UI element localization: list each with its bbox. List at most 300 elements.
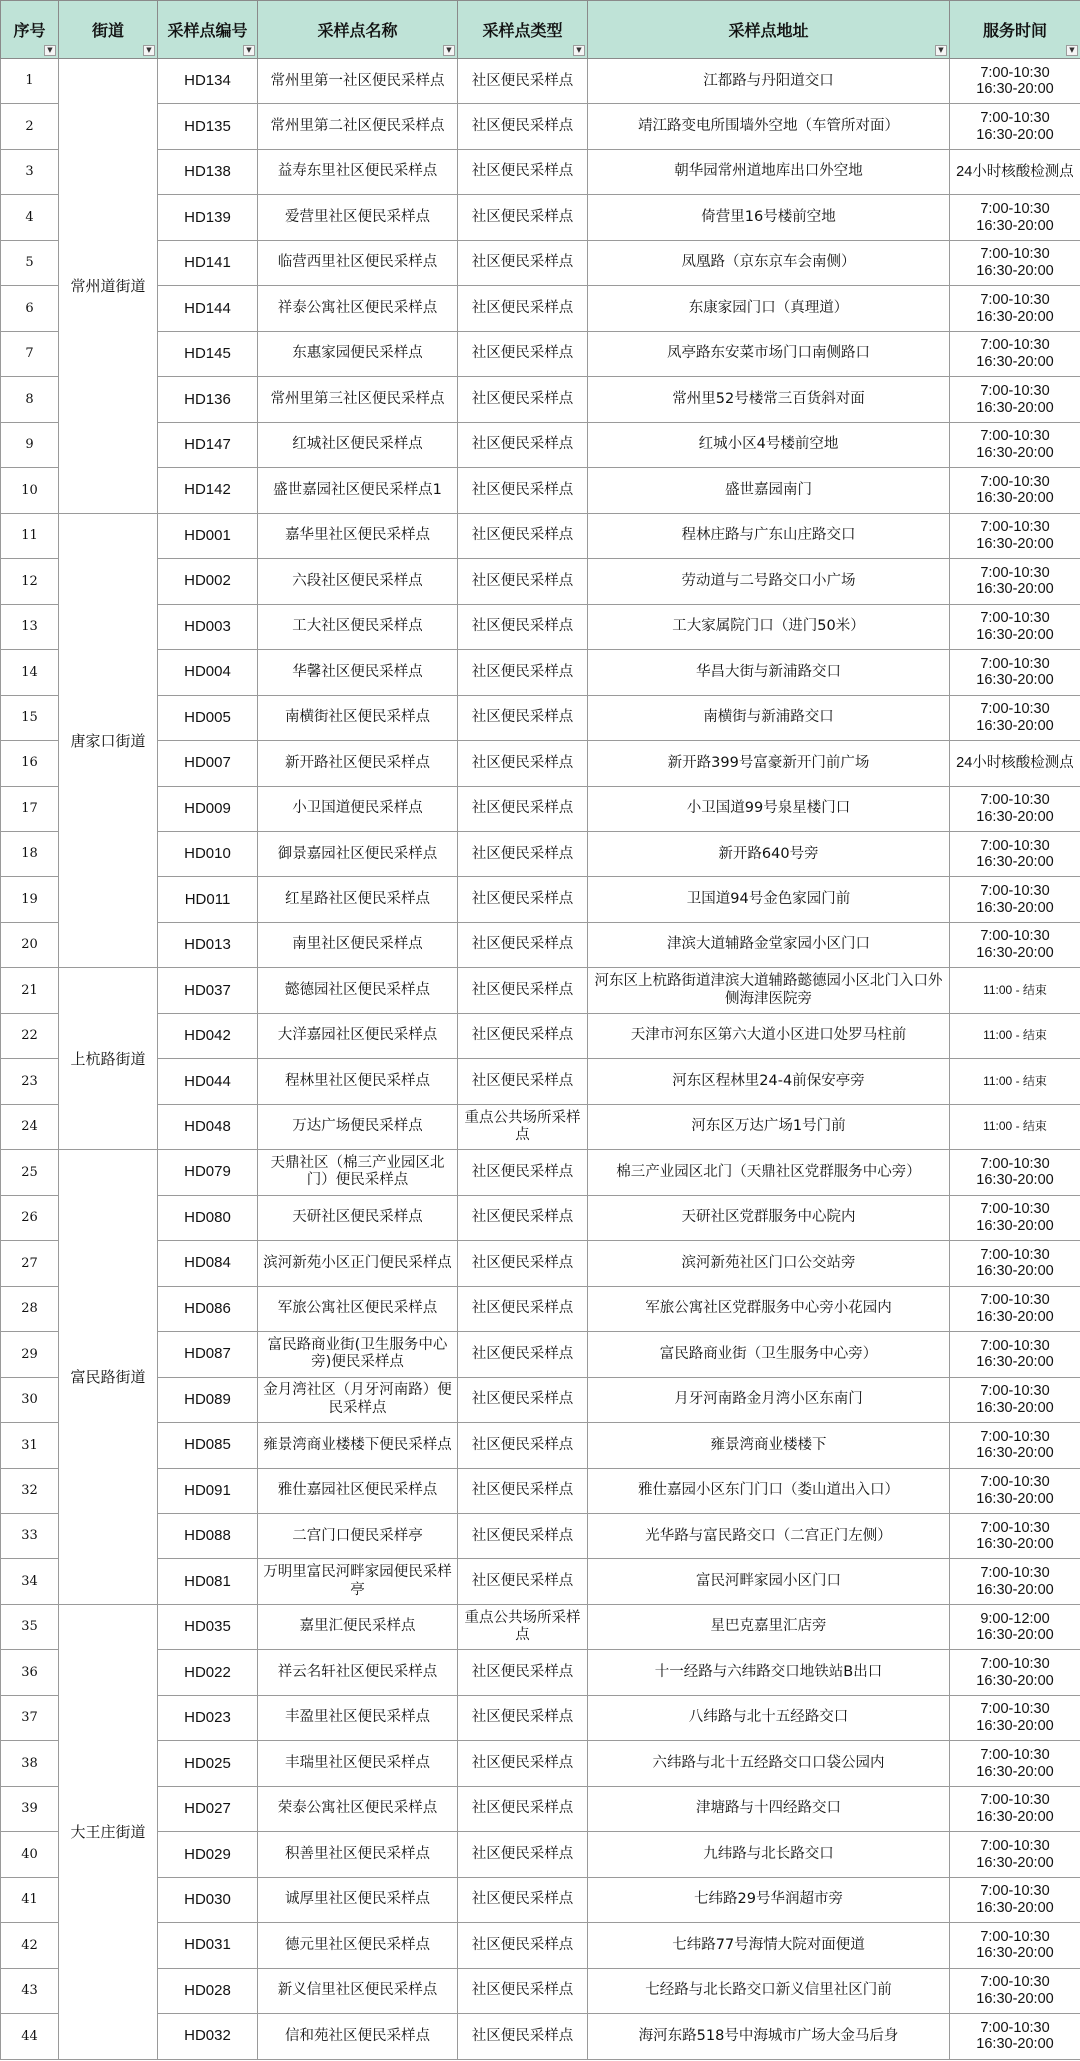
site-name: 华馨社区便民采样点 xyxy=(258,650,458,695)
site-name: 天研社区便民采样点 xyxy=(258,1195,458,1240)
site-address: 十一经路与六纬路交口地铁站B出口 xyxy=(588,1650,950,1695)
row-index: 5 xyxy=(1,240,59,285)
service-time: 7:00-10:30 16:30-20:00 xyxy=(950,1923,1080,1968)
site-code: HD005 xyxy=(158,695,258,740)
service-time: 7:00-10:30 16:30-20:00 xyxy=(950,1468,1080,1513)
filter-dropdown-icon[interactable]: ▼ xyxy=(935,45,947,56)
table-row xyxy=(1,1968,1080,2013)
table-row xyxy=(1,1013,1080,1058)
table-row xyxy=(1,1832,1080,1877)
row-index: 7 xyxy=(1,331,59,376)
row-index: 12 xyxy=(1,559,59,604)
site-address: 光华路与富民路交口（二宫正门左侧） xyxy=(588,1514,950,1559)
site-type: 社区便民采样点 xyxy=(458,604,588,649)
table-row xyxy=(1,786,1080,831)
site-name: 诚厚里社区便民采样点 xyxy=(258,1877,458,1922)
site-type: 社区便民采样点 xyxy=(458,1877,588,1922)
site-address: 程林庄路与广东山庄路交口 xyxy=(588,513,950,558)
site-name: 大洋嘉园社区便民采样点 xyxy=(258,1013,458,1058)
site-address: 凤凰路（京东京车会南侧） xyxy=(588,240,950,285)
site-code: HD138 xyxy=(158,149,258,194)
site-name: 工大社区便民采样点 xyxy=(258,604,458,649)
filter-dropdown-icon[interactable]: ▼ xyxy=(143,45,155,56)
table-row xyxy=(1,1150,1080,1195)
site-address: 朝华园常州道地库出口外空地 xyxy=(588,149,950,194)
row-index: 29 xyxy=(1,1332,59,1377)
header-label: 采样点编号 xyxy=(167,21,248,40)
table-row xyxy=(1,1286,1080,1331)
site-type: 重点公共场所采样点 xyxy=(458,1604,588,1649)
service-time: 7:00-10:30 16:30-20:00 xyxy=(950,786,1080,831)
site-name: 嘉华里社区便民采样点 xyxy=(258,513,458,558)
service-time: 7:00-10:30 16:30-20:00 xyxy=(950,104,1080,149)
service-time: 7:00-10:30 16:30-20:00 xyxy=(950,422,1080,467)
table-row xyxy=(1,195,1080,240)
service-time: 7:00-10:30 16:30-20:00 xyxy=(950,1286,1080,1331)
site-address: 新开路640号旁 xyxy=(588,831,950,876)
site-type: 社区便民采样点 xyxy=(458,1514,588,1559)
site-address: 星巴克嘉里汇店旁 xyxy=(588,1604,950,1649)
row-index: 41 xyxy=(1,1877,59,1922)
site-name: 六段社区便民采样点 xyxy=(258,559,458,604)
service-time: 7:00-10:30 16:30-20:00 xyxy=(950,1332,1080,1377)
table-row xyxy=(1,104,1080,149)
table-row xyxy=(1,741,1080,786)
site-name: 南横街社区便民采样点 xyxy=(258,695,458,740)
site-address: 八纬路与北十五经路交口 xyxy=(588,1695,950,1740)
row-index: 32 xyxy=(1,1468,59,1513)
row-index: 37 xyxy=(1,1695,59,1740)
site-type: 社区便民采样点 xyxy=(458,1786,588,1831)
street-cell: 常州道街道 xyxy=(59,59,158,514)
row-index: 33 xyxy=(1,1514,59,1559)
col-header-service-time xyxy=(950,1,1080,59)
site-name: 滨河新苑小区正门便民采样点 xyxy=(258,1241,458,1286)
street-cell: 上杭路街道 xyxy=(59,968,158,1150)
site-name: 新开路社区便民采样点 xyxy=(258,741,458,786)
site-address: 雅仕嘉园小区东门门口（娄山道出入口） xyxy=(588,1468,950,1513)
site-code: HD023 xyxy=(158,1695,258,1740)
site-type: 社区便民采样点 xyxy=(458,1332,588,1377)
site-type: 社区便民采样点 xyxy=(458,1241,588,1286)
table-row xyxy=(1,1604,1080,1649)
filter-dropdown-icon[interactable]: ▼ xyxy=(243,45,255,56)
site-type: 社区便民采样点 xyxy=(458,59,588,104)
site-type: 社区便民采样点 xyxy=(458,286,588,331)
header-row xyxy=(1,1,1080,59)
site-code: HD144 xyxy=(158,286,258,331)
row-index: 16 xyxy=(1,741,59,786)
row-index: 28 xyxy=(1,1286,59,1331)
filter-dropdown-icon[interactable]: ▼ xyxy=(44,45,56,56)
site-address: 河东区万达广场1号门前 xyxy=(588,1104,950,1149)
site-type: 社区便民采样点 xyxy=(458,1968,588,2013)
site-type: 社区便民采样点 xyxy=(458,968,588,1013)
row-index: 18 xyxy=(1,831,59,876)
site-type: 社区便民采样点 xyxy=(458,559,588,604)
table-row xyxy=(1,286,1080,331)
row-index: 22 xyxy=(1,1013,59,1058)
site-name: 祥云名轩社区便民采样点 xyxy=(258,1650,458,1695)
table-row xyxy=(1,1332,1080,1377)
site-name: 祥泰公寓社区便民采样点 xyxy=(258,286,458,331)
site-address: 劳动道与二号路交口小广场 xyxy=(588,559,950,604)
site-code: HD085 xyxy=(158,1423,258,1468)
site-code: HD022 xyxy=(158,1650,258,1695)
table-row xyxy=(1,1514,1080,1559)
site-name: 南里社区便民采样点 xyxy=(258,922,458,967)
site-name: 金月湾社区（月牙河南路）便民采样点 xyxy=(258,1377,458,1422)
table-body xyxy=(1,59,1080,2060)
site-type: 社区便民采样点 xyxy=(458,1423,588,1468)
site-address: 华昌大街与新浦路交口 xyxy=(588,650,950,695)
site-code: HD030 xyxy=(158,1877,258,1922)
site-name: 懿德园社区便民采样点 xyxy=(258,968,458,1013)
site-type: 社区便民采样点 xyxy=(458,1377,588,1422)
site-address: 七纬路77号海情大院对面便道 xyxy=(588,1923,950,1968)
row-index: 2 xyxy=(1,104,59,149)
row-index: 17 xyxy=(1,786,59,831)
service-time: 7:00-10:30 16:30-20:00 xyxy=(950,2014,1080,2059)
service-time: 7:00-10:30 16:30-20:00 xyxy=(950,240,1080,285)
site-name: 爱营里社区便民采样点 xyxy=(258,195,458,240)
table-row xyxy=(1,1877,1080,1922)
site-code: HD029 xyxy=(158,1832,258,1877)
site-type: 社区便民采样点 xyxy=(458,422,588,467)
site-name: 德元里社区便民采样点 xyxy=(258,1923,458,1968)
site-code: HD080 xyxy=(158,1195,258,1240)
site-name: 益寿东里社区便民采样点 xyxy=(258,149,458,194)
row-index: 43 xyxy=(1,1968,59,2013)
filter-dropdown-icon[interactable]: ▼ xyxy=(443,45,455,56)
site-name: 丰瑞里社区便民采样点 xyxy=(258,1741,458,1786)
site-address: 富民路商业街（卫生服务中心旁） xyxy=(588,1332,950,1377)
row-index: 30 xyxy=(1,1377,59,1422)
street-cell: 大王庄街道 xyxy=(59,1604,158,2059)
site-address: 棉三产业园区北门（天鼎社区党群服务中心旁） xyxy=(588,1150,950,1195)
row-index: 39 xyxy=(1,1786,59,1831)
table-row xyxy=(1,468,1080,513)
site-name: 红星路社区便民采样点 xyxy=(258,877,458,922)
table-row xyxy=(1,1059,1080,1104)
site-address: 新开路399号富豪新开门前广场 xyxy=(588,741,950,786)
service-time: 7:00-10:30 16:30-20:00 xyxy=(950,1559,1080,1604)
service-time: 24小时核酸检测点 xyxy=(950,741,1080,786)
site-name: 御景嘉园社区便民采样点 xyxy=(258,831,458,876)
site-code: HD087 xyxy=(158,1332,258,1377)
site-address: 富民河畔家园小区门口 xyxy=(588,1559,950,1604)
row-index: 8 xyxy=(1,377,59,422)
site-code: HD136 xyxy=(158,377,258,422)
site-code: HD048 xyxy=(158,1104,258,1149)
site-type: 社区便民采样点 xyxy=(458,2014,588,2059)
site-code: HD044 xyxy=(158,1059,258,1104)
site-type: 社区便民采样点 xyxy=(458,1923,588,1968)
service-time: 7:00-10:30 16:30-20:00 xyxy=(950,1423,1080,1468)
row-index: 13 xyxy=(1,604,59,649)
table-row xyxy=(1,422,1080,467)
site-address: 九纬路与北长路交口 xyxy=(588,1832,950,1877)
site-code: HD025 xyxy=(158,1741,258,1786)
row-index: 9 xyxy=(1,422,59,467)
site-name: 临营西里社区便民采样点 xyxy=(258,240,458,285)
site-address: 天研社区党群服务中心院内 xyxy=(588,1195,950,1240)
site-type: 社区便民采样点 xyxy=(458,104,588,149)
site-type: 重点公共场所采样点 xyxy=(458,1104,588,1149)
table-row xyxy=(1,1104,1080,1149)
site-code: HD027 xyxy=(158,1786,258,1831)
row-index: 44 xyxy=(1,2014,59,2059)
table-row xyxy=(1,59,1080,104)
table-row xyxy=(1,1786,1080,1831)
site-type: 社区便民采样点 xyxy=(458,468,588,513)
site-address: 天津市河东区第六大道小区进口处罗马柱前 xyxy=(588,1013,950,1058)
site-code: HD145 xyxy=(158,331,258,376)
col-header-name xyxy=(258,1,458,59)
service-time: 7:00-10:30 16:30-20:00 xyxy=(950,1832,1080,1877)
site-name: 万达广场便民采样点 xyxy=(258,1104,458,1149)
site-type: 社区便民采样点 xyxy=(458,377,588,422)
service-time: 24小时核酸检测点 xyxy=(950,149,1080,194)
row-index: 6 xyxy=(1,286,59,331)
site-type: 社区便民采样点 xyxy=(458,331,588,376)
header-label: 服务时间 xyxy=(982,21,1047,40)
site-code: HD004 xyxy=(158,650,258,695)
table-row xyxy=(1,1695,1080,1740)
service-time: 7:00-10:30 16:30-20:00 xyxy=(950,377,1080,422)
site-type: 社区便民采样点 xyxy=(458,1150,588,1195)
service-time: 7:00-10:30 16:30-20:00 xyxy=(950,1741,1080,1786)
street-cell: 唐家口街道 xyxy=(59,513,158,968)
street-cell: 富民路街道 xyxy=(59,1150,158,1605)
service-time: 7:00-10:30 16:30-20:00 xyxy=(950,1968,1080,2013)
site-address: 江都路与丹阳道交口 xyxy=(588,59,950,104)
site-name: 雅仕嘉园社区便民采样点 xyxy=(258,1468,458,1513)
site-name: 积善里社区便民采样点 xyxy=(258,1832,458,1877)
site-name: 万明里富民河畔家园便民采样亭 xyxy=(258,1559,458,1604)
row-index: 26 xyxy=(1,1195,59,1240)
site-address: 常州里52号楼常三百货斜对面 xyxy=(588,377,950,422)
table-row xyxy=(1,604,1080,649)
site-name: 丰盈里社区便民采样点 xyxy=(258,1695,458,1740)
site-name: 常州里第一社区便民采样点 xyxy=(258,59,458,104)
site-name: 嘉里汇便民采样点 xyxy=(258,1604,458,1649)
service-time: 7:00-10:30 16:30-20:00 xyxy=(950,59,1080,104)
row-index: 38 xyxy=(1,1741,59,1786)
site-code: HD028 xyxy=(158,1968,258,2013)
site-address: 月牙河南路金月湾小区东南门 xyxy=(588,1377,950,1422)
site-address: 卫国道94号金色家园门前 xyxy=(588,877,950,922)
site-type: 社区便民采样点 xyxy=(458,149,588,194)
table-row xyxy=(1,1923,1080,1968)
site-code: HD135 xyxy=(158,104,258,149)
site-name: 军旅公寓社区便民采样点 xyxy=(258,1286,458,1331)
site-type: 社区便民采样点 xyxy=(458,1059,588,1104)
site-code: HD088 xyxy=(158,1514,258,1559)
table-row xyxy=(1,513,1080,558)
site-code: HD032 xyxy=(158,2014,258,2059)
site-name: 信和苑社区便民采样点 xyxy=(258,2014,458,2059)
table-row xyxy=(1,695,1080,740)
table-row xyxy=(1,1241,1080,1286)
site-type: 社区便民采样点 xyxy=(458,877,588,922)
row-index: 3 xyxy=(1,149,59,194)
site-code: HD001 xyxy=(158,513,258,558)
table-row xyxy=(1,1423,1080,1468)
site-address: 雍景湾商业楼楼下 xyxy=(588,1423,950,1468)
site-type: 社区便民采样点 xyxy=(458,195,588,240)
site-type: 社区便民采样点 xyxy=(458,1286,588,1331)
table-row xyxy=(1,149,1080,194)
site-type: 社区便民采样点 xyxy=(458,831,588,876)
site-code: HD009 xyxy=(158,786,258,831)
row-index: 40 xyxy=(1,1832,59,1877)
site-address: 河东区上杭路街道津滨大道辅路懿德园小区北门入口外侧海津医院旁 xyxy=(588,968,950,1013)
row-index: 36 xyxy=(1,1650,59,1695)
service-time: 7:00-10:30 16:30-20:00 xyxy=(950,1695,1080,1740)
row-index: 20 xyxy=(1,922,59,967)
site-code: HD042 xyxy=(158,1013,258,1058)
site-name: 二宫门口便民采样亭 xyxy=(258,1514,458,1559)
site-type: 社区便民采样点 xyxy=(458,1559,588,1604)
site-address: 盛世嘉园南门 xyxy=(588,468,950,513)
site-code: HD142 xyxy=(158,468,258,513)
site-name: 红城社区便民采样点 xyxy=(258,422,458,467)
site-type: 社区便民采样点 xyxy=(458,513,588,558)
table-row xyxy=(1,1468,1080,1513)
site-type: 社区便民采样点 xyxy=(458,922,588,967)
row-index: 24 xyxy=(1,1104,59,1149)
site-type: 社区便民采样点 xyxy=(458,240,588,285)
service-time: 7:00-10:30 16:30-20:00 xyxy=(950,650,1080,695)
site-type: 社区便民采样点 xyxy=(458,650,588,695)
site-type: 社区便民采样点 xyxy=(458,695,588,740)
site-address: 津塘路与十四经路交口 xyxy=(588,1786,950,1831)
table-row xyxy=(1,877,1080,922)
service-time: 7:00-10:30 16:30-20:00 xyxy=(950,513,1080,558)
table-row xyxy=(1,1650,1080,1695)
row-index: 34 xyxy=(1,1559,59,1604)
service-time: 7:00-10:30 16:30-20:00 xyxy=(950,877,1080,922)
site-address: 河东区程林里24-4前保安亭旁 xyxy=(588,1059,950,1104)
site-address: 海河东路518号中海城市广场大金马后身 xyxy=(588,2014,950,2059)
service-time: 11:00 - 结束 xyxy=(950,1013,1080,1058)
site-code: HD084 xyxy=(158,1241,258,1286)
site-name: 荣泰公寓社区便民采样点 xyxy=(258,1786,458,1831)
service-time: 7:00-10:30 16:30-20:00 xyxy=(950,1150,1080,1195)
col-header-address xyxy=(588,1,950,59)
table-row xyxy=(1,240,1080,285)
site-type: 社区便民采样点 xyxy=(458,1195,588,1240)
service-time: 7:00-10:30 16:30-20:00 xyxy=(950,286,1080,331)
site-code: HD013 xyxy=(158,922,258,967)
row-index: 31 xyxy=(1,1423,59,1468)
table-row xyxy=(1,1377,1080,1422)
site-type: 社区便民采样点 xyxy=(458,786,588,831)
service-time: 7:00-10:30 16:30-20:00 xyxy=(950,468,1080,513)
row-index: 35 xyxy=(1,1604,59,1649)
table-row xyxy=(1,2014,1080,2059)
site-type: 社区便民采样点 xyxy=(458,741,588,786)
service-time: 11:00 - 结束 xyxy=(950,1059,1080,1104)
service-time: 7:00-10:30 16:30-20:00 xyxy=(950,1514,1080,1559)
header-label: 街道 xyxy=(91,21,124,40)
table-row xyxy=(1,831,1080,876)
row-index: 1 xyxy=(1,59,59,104)
row-index: 25 xyxy=(1,1150,59,1195)
site-code: HD086 xyxy=(158,1286,258,1331)
site-code: HD011 xyxy=(158,877,258,922)
table-row xyxy=(1,1741,1080,1786)
col-header-street xyxy=(59,1,158,59)
site-type: 社区便民采样点 xyxy=(458,1695,588,1740)
table-row xyxy=(1,650,1080,695)
row-index: 14 xyxy=(1,650,59,695)
site-code: HD141 xyxy=(158,240,258,285)
site-code: HD091 xyxy=(158,1468,258,1513)
site-address: 工大家属院门口（进门50米） xyxy=(588,604,950,649)
table-row xyxy=(1,331,1080,376)
service-time: 7:00-10:30 16:30-20:00 xyxy=(950,604,1080,649)
row-index: 10 xyxy=(1,468,59,513)
site-type: 社区便民采样点 xyxy=(458,1468,588,1513)
site-type: 社区便民采样点 xyxy=(458,1650,588,1695)
col-header-code xyxy=(158,1,258,59)
service-time: 7:00-10:30 16:30-20:00 xyxy=(950,1241,1080,1286)
site-name: 雍景湾商业楼楼下便民采样点 xyxy=(258,1423,458,1468)
row-index: 42 xyxy=(1,1923,59,1968)
row-index: 11 xyxy=(1,513,59,558)
site-address: 滨河新苑社区门口公交站旁 xyxy=(588,1241,950,1286)
site-code: HD002 xyxy=(158,559,258,604)
service-time: 7:00-10:30 16:30-20:00 xyxy=(950,1786,1080,1831)
site-address: 七经路与北长路交口新义信里社区门前 xyxy=(588,1968,950,2013)
site-address: 倚营里16号楼前空地 xyxy=(588,195,950,240)
filter-dropdown-icon[interactable]: ▼ xyxy=(1066,45,1078,56)
service-time: 7:00-10:30 16:30-20:00 xyxy=(950,1877,1080,1922)
site-address: 六纬路与北十五经路交口口袋公园内 xyxy=(588,1741,950,1786)
site-address: 七纬路29号华润超市旁 xyxy=(588,1877,950,1922)
header-label: 采样点名称 xyxy=(317,21,398,40)
site-name: 常州里第二社区便民采样点 xyxy=(258,104,458,149)
site-code: HD007 xyxy=(158,741,258,786)
col-header-type xyxy=(458,1,588,59)
site-address: 靖江路变电所围墙外空地（车管所对面） xyxy=(588,104,950,149)
site-code: HD134 xyxy=(158,59,258,104)
site-code: HD079 xyxy=(158,1150,258,1195)
row-index: 19 xyxy=(1,877,59,922)
site-code: HD139 xyxy=(158,195,258,240)
site-code: HD031 xyxy=(158,1923,258,1968)
table-row xyxy=(1,968,1080,1013)
service-time: 7:00-10:30 16:30-20:00 xyxy=(950,922,1080,967)
filter-dropdown-icon[interactable]: ▼ xyxy=(573,45,585,56)
header-label: 采样点类型 xyxy=(482,21,563,40)
site-name: 东惠家园便民采样点 xyxy=(258,331,458,376)
table-row xyxy=(1,559,1080,604)
site-name: 程林里社区便民采样点 xyxy=(258,1059,458,1104)
service-time: 7:00-10:30 16:30-20:00 xyxy=(950,195,1080,240)
service-time: 7:00-10:30 16:30-20:00 xyxy=(950,1195,1080,1240)
site-address: 军旅公寓社区党群服务中心旁小花园内 xyxy=(588,1286,950,1331)
row-index: 21 xyxy=(1,968,59,1013)
row-index: 27 xyxy=(1,1241,59,1286)
site-name: 小卫国道便民采样点 xyxy=(258,786,458,831)
site-code: HD035 xyxy=(158,1604,258,1649)
table-row xyxy=(1,377,1080,422)
table-row xyxy=(1,1195,1080,1240)
service-time: 11:00 - 结束 xyxy=(950,1104,1080,1149)
